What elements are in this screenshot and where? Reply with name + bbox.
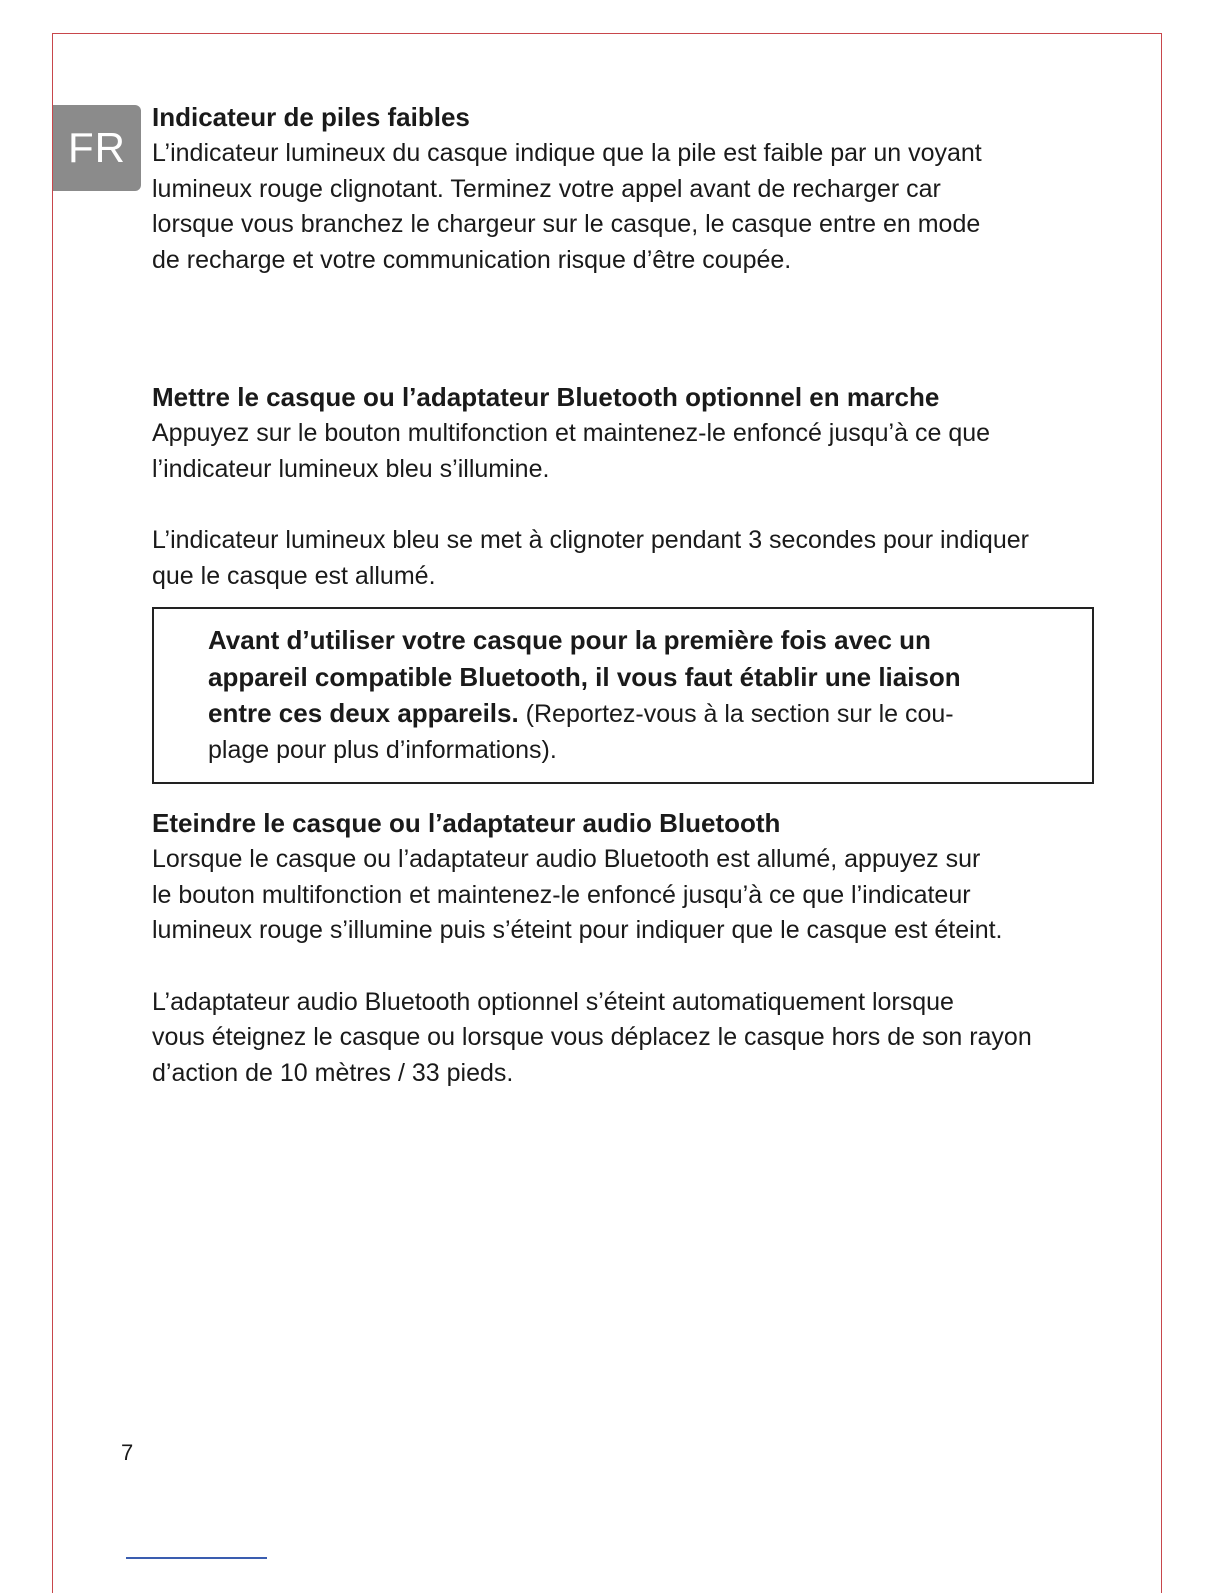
page-content bbox=[152, 98, 1102, 1091]
low-battery-text bbox=[152, 136, 1102, 278]
note-last-line: plage pour plus d’informations). bbox=[208, 735, 557, 764]
text-line: L’indicateur lumineux du casque indique que la pile est faible par un voyant bbox=[152, 139, 982, 167]
text-line: lorsque vous branchez le chargeur sur le casque, le casque entre en mode bbox=[152, 210, 981, 238]
page-number: 7 bbox=[121, 1440, 134, 1465]
text-line: de recharge et votre communication risque d’être coupée. bbox=[152, 245, 792, 274]
text-line: l’indicateur lumineux bleu s’illumine. bbox=[152, 454, 550, 483]
text-line: vous éteignez le casque ou lorsque vous déplacez le casque hors de son rayon bbox=[152, 1023, 1032, 1051]
language-tab: FR bbox=[53, 105, 141, 191]
section-low-battery bbox=[152, 98, 1102, 278]
power-off-para-2 bbox=[152, 985, 1102, 1092]
power-on-para-2 bbox=[152, 523, 1102, 594]
heading-power-on: Mettre le casque ou l’adaptateur Bluetooth optionnel en marche bbox=[152, 382, 940, 412]
text-line: Appuyez sur le bouton multifonction et maintenez-le enfoncé jusqu’à ce que bbox=[152, 419, 991, 447]
section-power-on bbox=[152, 378, 1102, 784]
footer-line bbox=[126, 1557, 267, 1559]
pairing-note-text bbox=[208, 623, 1062, 768]
power-off-para-1 bbox=[152, 842, 1102, 949]
pairing-note-box bbox=[152, 607, 1094, 784]
text-line: L’indicateur lumineux bleu se met à clignoter pendant 3 secondes pour indiquer bbox=[152, 526, 1029, 554]
heading-power-off: Eteindre le casque ou l’adaptateur audio Bluetooth bbox=[152, 808, 781, 838]
text-line: L’adaptateur audio Bluetooth optionnel s’éteint automatiquement lorsque bbox=[152, 987, 954, 1016]
text-line: d’action de 10 mètres / 33 pieds. bbox=[152, 1058, 514, 1087]
text-line: le bouton multifonction et maintenez-le enfoncé jusqu’à ce que l’indicateur bbox=[152, 880, 971, 909]
text-line: que le casque est allumé. bbox=[152, 561, 436, 590]
text-line: lumineux rouge clignotant. Terminez votre appel avant de recharger car bbox=[152, 174, 941, 203]
heading-low-battery: Indicateur de piles faibles bbox=[152, 102, 470, 132]
note-bold-tail: entre ces deux appareils. bbox=[208, 698, 519, 728]
note-bold-line: Avant d’utiliser votre casque pour la première fois avec un bbox=[208, 625, 931, 655]
note-normal-tail: (Reportez-vous à la section sur le cou- bbox=[518, 700, 954, 728]
power-on-para-1 bbox=[152, 416, 1102, 487]
note-bold-line: appareil compatible Bluetooth, il vous faut établir une liaison bbox=[208, 661, 961, 692]
section-power-off bbox=[152, 804, 1102, 1091]
text-line: Lorsque le casque ou l’adaptateur audio Bluetooth est allumé, appuyez sur bbox=[152, 845, 981, 873]
text-line: lumineux rouge s’illumine puis s’éteint pour indiquer que le casque est éteint. bbox=[152, 916, 1003, 944]
